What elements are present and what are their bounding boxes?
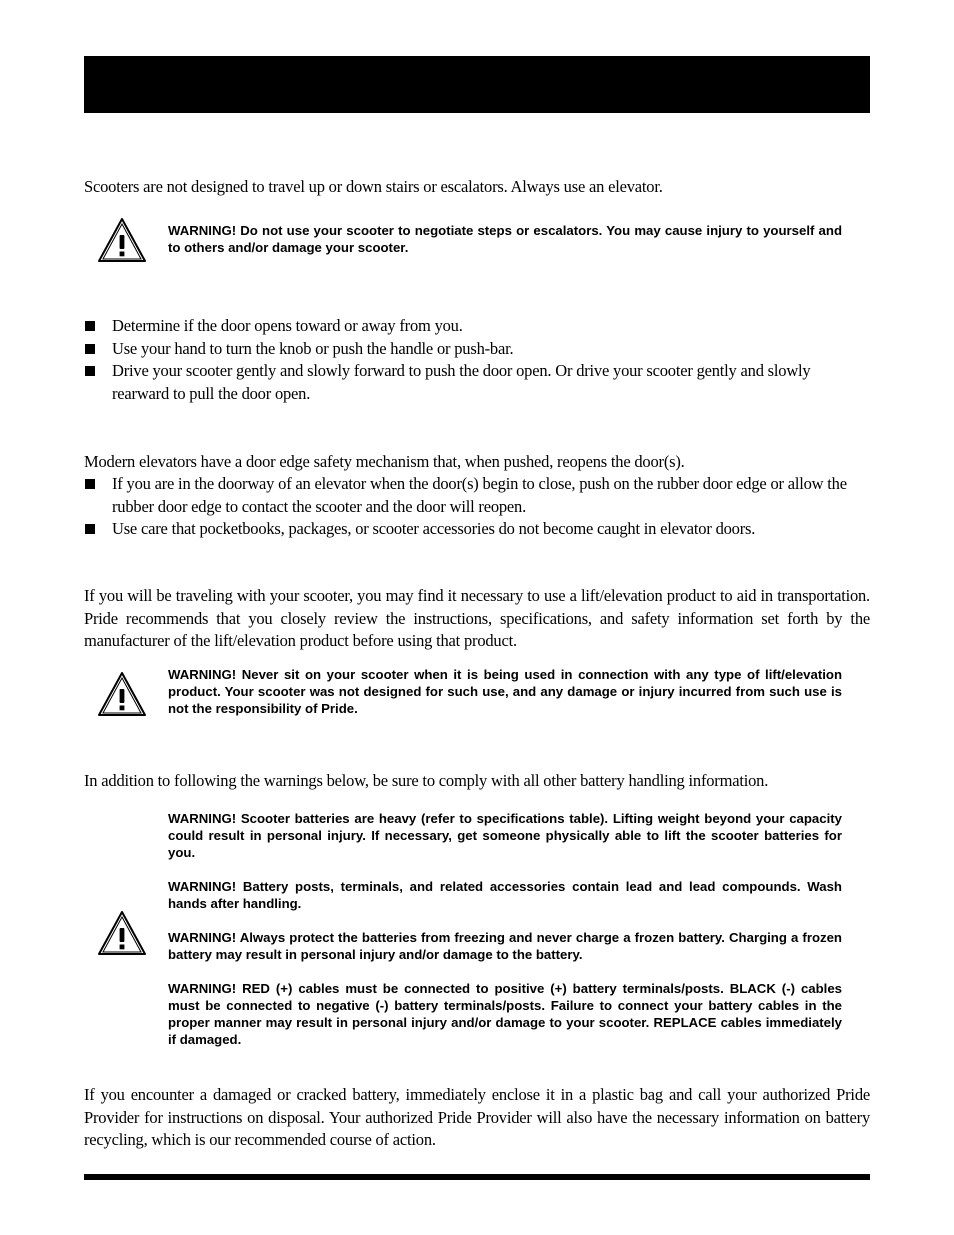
bullet-square-icon xyxy=(85,524,95,534)
warning-text: WARNING! Scooter batteries are heavy (refer to specifications table). Lifting weight beyond your capacity could result in personal injury. If necessary, get someone physically able to lift the scooter batteries for you. xyxy=(168,811,842,860)
doors-list xyxy=(84,315,870,405)
stairs-warning xyxy=(168,222,842,256)
list-item-text: Determine if the door opens toward or away from you. xyxy=(112,316,463,335)
warning-triangle-icon xyxy=(97,671,147,717)
stairs-text: Scooters are not designed to travel up or down stairs or escalators. Always use an elevator. xyxy=(84,177,663,196)
warning-text: WARNING! Never sit on your scooter when it is being used in connection with any type of lift/elevation product. Your scooter was not designed for such use, and any damage or injury incurred from such use is not the responsibility of Pride. xyxy=(168,667,842,716)
bullet-square-icon xyxy=(85,321,95,331)
footer-rule xyxy=(84,1174,870,1180)
warning-triangle-icon xyxy=(97,910,147,956)
warning-triangle-icon xyxy=(97,217,147,263)
batteries-disposal: If you encounter a damaged or cracked battery, immediately enclose it in a plastic bag and call your authorized Pride Provider for instructions on disposal. Your authorized Pride Provider will also have the necessary information on battery recycling, which is our recommended course of action. xyxy=(84,1085,870,1149)
bullet-square-icon xyxy=(85,479,95,489)
list-item-text: Use your hand to turn the knob or push the handle or push-bar. xyxy=(112,338,514,358)
warning-text: WARNING! Battery posts, terminals, and related accessories contain lead and lead compounds. Wash hands after handling. xyxy=(168,879,842,911)
batteries-intro: In addition to following the warnings below, be sure to comply with all other battery handling information. xyxy=(84,771,769,790)
lifts-text: If you will be traveling with your scooter, you may find it necessary to use a lift/elevation product to aid in transportation. Pride recommends that you closely review the instructions, specifications, and safety information set forth by the manufacturer of the lift/elevation product before using that product. xyxy=(84,586,870,650)
bullet-square-icon xyxy=(85,366,95,376)
warning-text: WARNING! RED (+) cables must be connected to positive (+) battery terminals/posts. BLACK (-) cables must be connected to negative (-) battery terminals/posts. Failure to connect your battery cables in the proper manner may result in personal injury and/or damage to your scooter. REPLACE cables immediately if damaged. xyxy=(168,981,842,1047)
lifts-warning xyxy=(168,666,842,717)
list-item-text: If you are in the doorway of an elevator when the door(s) begin to close, push on the rubber door edge or allow the rubber door edge to contact the scooter and the door will reopen. xyxy=(112,474,847,516)
list-item xyxy=(84,360,870,405)
list-item xyxy=(84,518,870,541)
header-bar xyxy=(84,56,870,113)
batteries-warnings xyxy=(168,810,842,1048)
bullet-square-icon xyxy=(85,344,95,354)
list-item xyxy=(84,315,870,338)
warning-text: WARNING! Do not use your scooter to negotiate steps or escalators. You may cause injury to yourself and to others and/or damage your scooter. xyxy=(168,223,842,255)
elevators-intro: Modern elevators have a door edge safety mechanism that, when pushed, reopens the door(s). xyxy=(84,452,685,471)
list-item xyxy=(84,338,870,361)
list-item-text: Use care that pocketbooks, packages, or scooter accessories do not become caught in elevator doors. xyxy=(112,519,756,538)
list-item xyxy=(84,473,870,518)
list-item-text: Drive your scooter gently and slowly forward to push the door open. Or drive your scooter gently and slowly rearward to pull the door open. xyxy=(112,361,811,403)
warning-text: WARNING! Always protect the batteries from freezing and never charge a frozen battery. Charging a frozen battery may result in personal injury and/or damage to the battery. xyxy=(168,930,842,962)
elevators-list xyxy=(84,473,870,541)
